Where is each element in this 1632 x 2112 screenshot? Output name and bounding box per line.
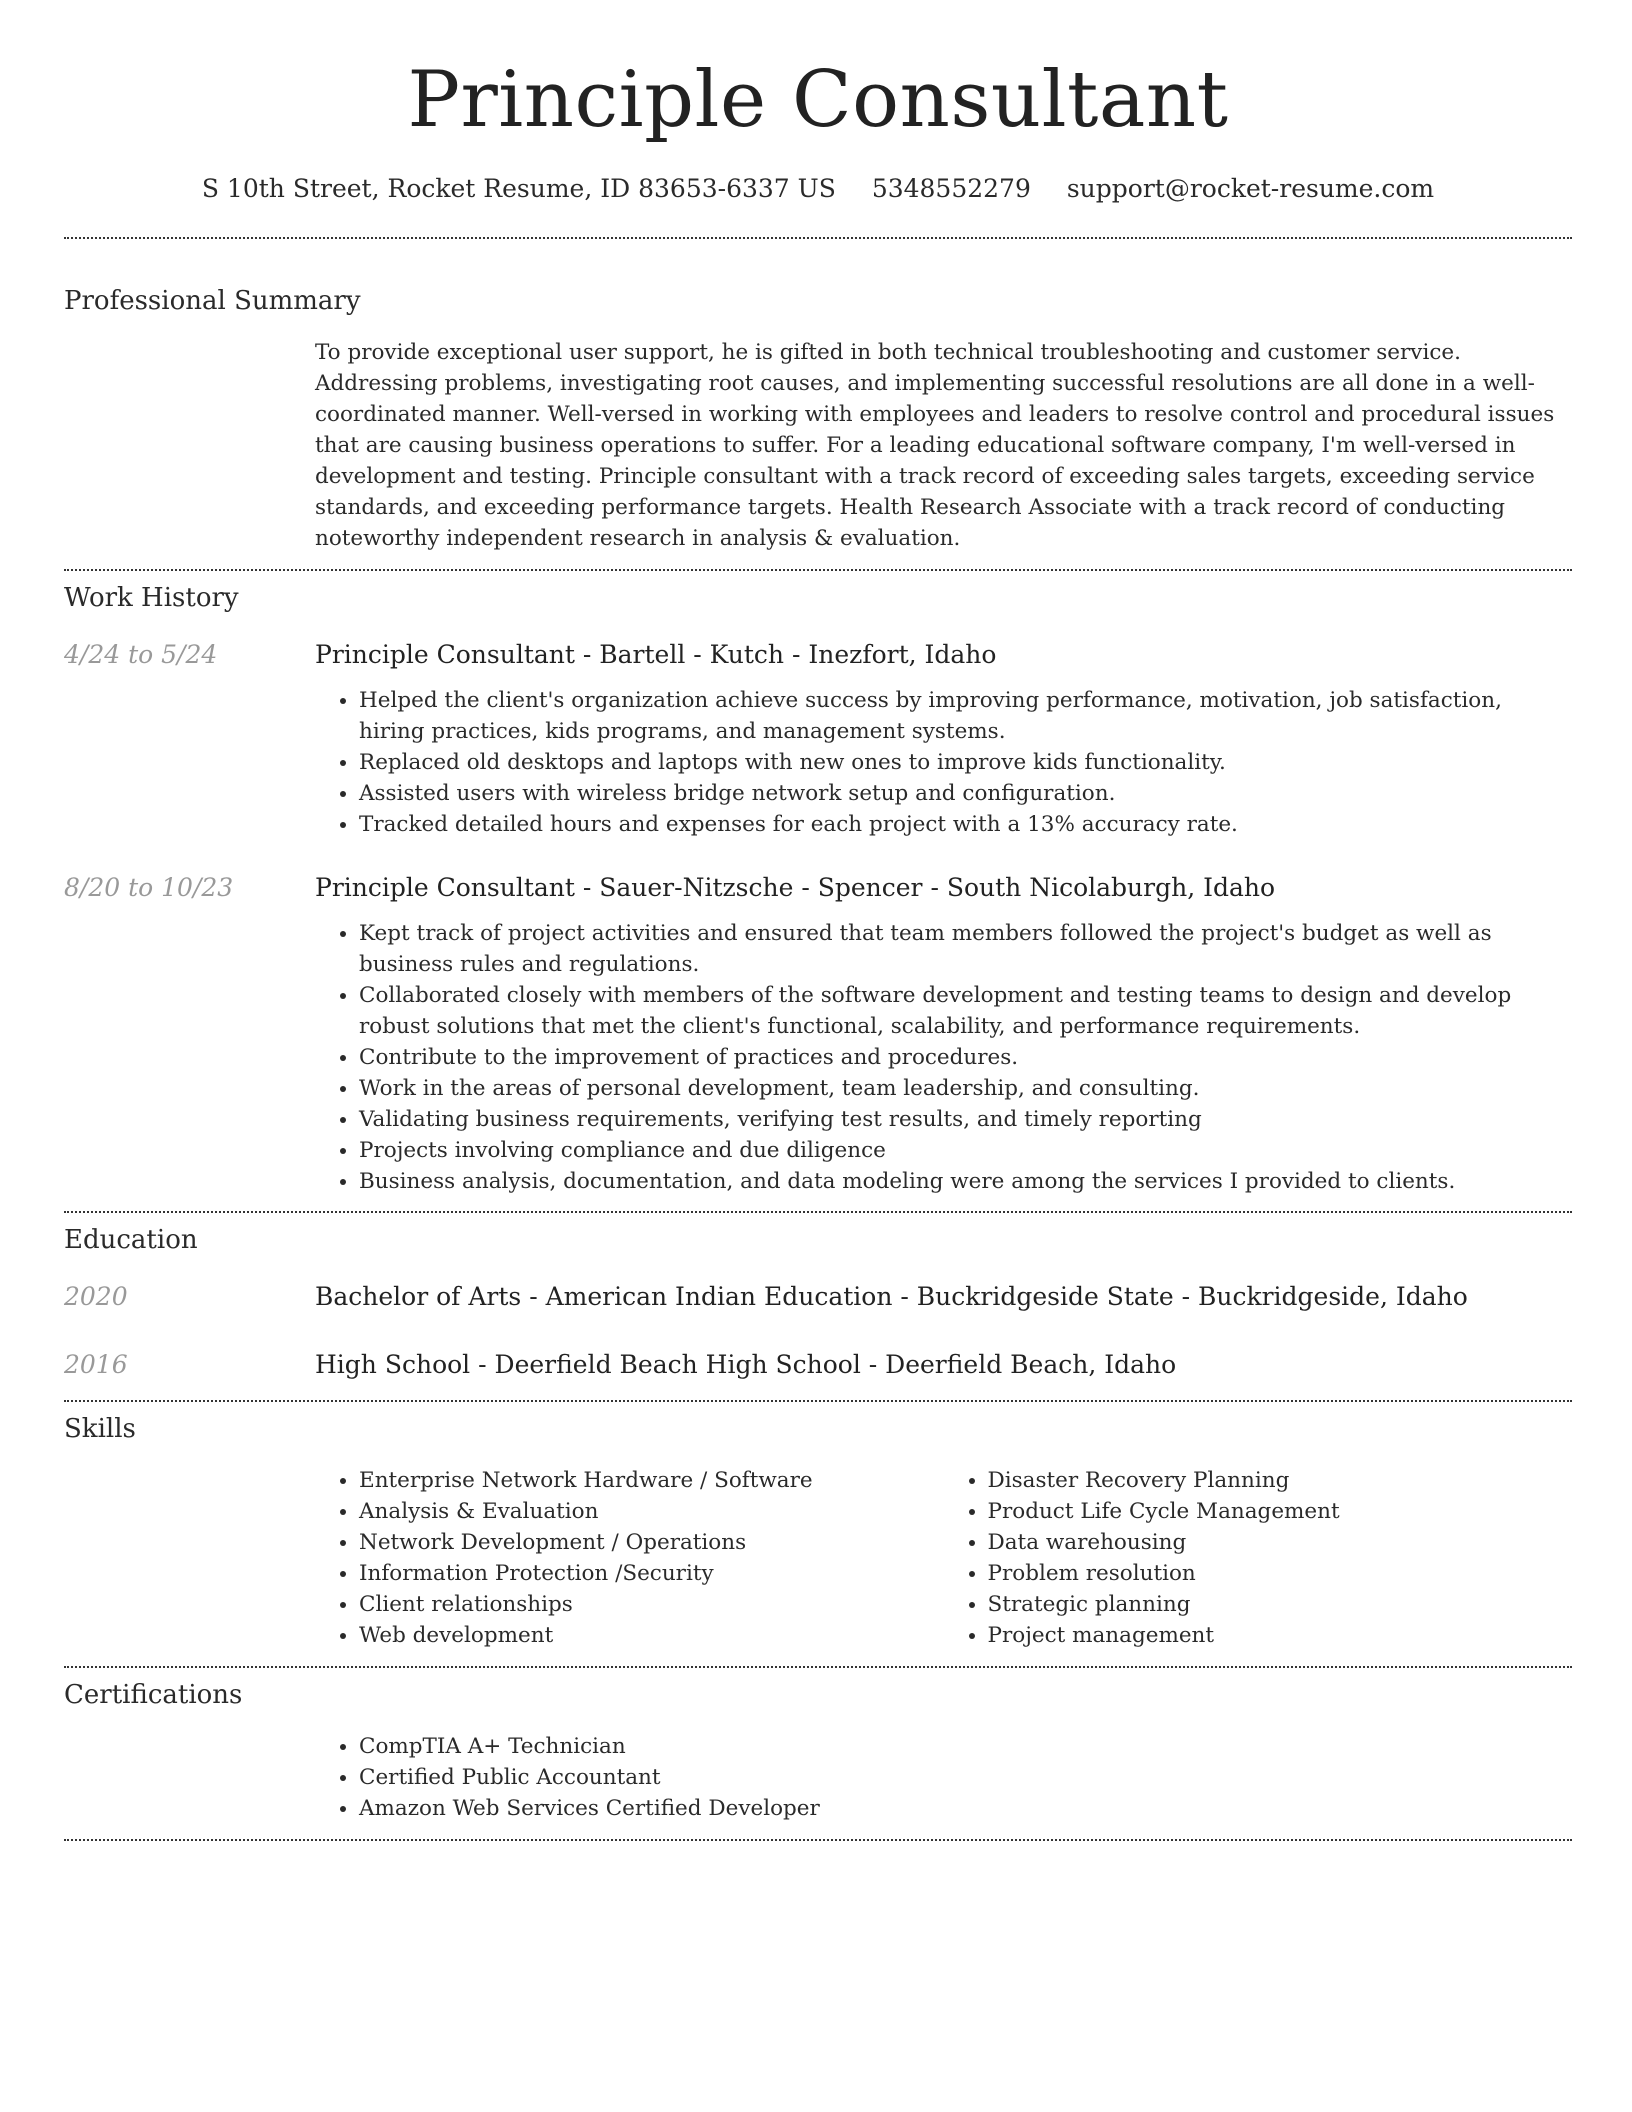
- list-item: • Work in the areas of personal development, team leadership, and consulting.: [359, 1073, 1572, 1104]
- skill-item: • Disaster Recovery Planning: [988, 1465, 1573, 1496]
- contact-email: support@rocket-resume.com: [1066, 174, 1435, 203]
- skill-item: • Web development: [359, 1620, 944, 1651]
- contact-address: S 10th Street, Rocket Resume, ID 83653-6337 US: [201, 174, 836, 203]
- resume-page: [64, 0, 1572, 1841]
- education-degree: High School: [315, 1350, 471, 1379]
- skill-item: • Network Development / Operations: [359, 1527, 944, 1558]
- education-title: [315, 1348, 1572, 1382]
- education-title: [315, 1280, 1572, 1314]
- skills-row: [64, 1465, 1572, 1651]
- list-item: • Assisted users with wireless bridge network setup and configuration.: [359, 778, 1572, 809]
- list-item: • Kept track of project activities and ensured that team members followed the project's budget as well as business rules and regulations.: [359, 918, 1572, 980]
- job-dates: 8/20 to 10/23: [64, 873, 234, 902]
- job-title: Principle Consultant - Sauer-Nitzsche - Spencer - South Nicolaburgh, Idaho: [315, 873, 1276, 902]
- education-year: 2016: [64, 1350, 128, 1379]
- section-title-certifications: Certifications: [64, 1680, 243, 1710]
- job-entry: [64, 638, 1572, 840]
- summary-row: [64, 337, 1572, 554]
- list-item: • Contribute to the improvement of practices and procedures.: [359, 1042, 1572, 1073]
- certification-item: • Amazon Web Services Certified Developer: [359, 1793, 1572, 1824]
- certification-item: • CompTIA A+ Technician: [359, 1731, 1572, 1762]
- resume-name: Principle Consultant: [407, 55, 1229, 145]
- divider: [64, 1666, 1572, 1668]
- skill-item: • Analysis & Evaluation: [359, 1496, 944, 1527]
- education-entry: [64, 1280, 1572, 1314]
- skills-grid: [315, 1465, 1572, 1651]
- job-bullets: [315, 685, 1572, 840]
- certification-item: • Certified Public Accountant: [359, 1762, 1572, 1793]
- divider: [64, 1400, 1572, 1402]
- section-title-work: Work History: [64, 583, 239, 613]
- list-item: • Collaborated closely with members of the software development and testing teams to design and develop robust solutions that met the client's functional, scalability, and performance requirements.: [359, 980, 1572, 1042]
- education-school: - Buckridgeside State - Buckridgeside, Idaho: [892, 1282, 1468, 1311]
- skill-item: • Problem resolution: [988, 1558, 1573, 1589]
- divider: [64, 1839, 1572, 1841]
- skills-list-right: [944, 1465, 1573, 1651]
- skill-item: • Information Protection /Security: [359, 1558, 944, 1589]
- section-title-summary: Professional Summary: [64, 286, 361, 316]
- certifications-list: [315, 1731, 1572, 1824]
- list-item: • Tracked detailed hours and expenses for each project with a 13% accuracy rate.: [359, 809, 1572, 840]
- skill-item: • Project management: [988, 1620, 1573, 1651]
- list-item: • Replaced old desktops and laptops with new ones to improve kids functionality.: [359, 747, 1572, 778]
- list-item: • Business analysis, documentation, and data modeling were among the services I provided to clients.: [359, 1166, 1572, 1197]
- divider: [64, 1211, 1572, 1213]
- education-school: - Deerfield Beach High School - Deerfield Beach, Idaho: [470, 1350, 1177, 1379]
- list-item: • Validating business requirements, verifying test results, and timely reporting: [359, 1104, 1572, 1135]
- education-entry: [64, 1348, 1572, 1382]
- section-title-education: Education: [64, 1225, 198, 1255]
- job-entry: [64, 871, 1572, 1197]
- skill-item: • Enterprise Network Hardware / Software: [359, 1465, 944, 1496]
- skill-item: • Strategic planning: [988, 1589, 1573, 1620]
- skill-item: • Data warehousing: [988, 1527, 1573, 1558]
- certifications-row: [64, 1731, 1572, 1824]
- list-item: • Helped the client's organization achieve success by improving performance, motivation, job satisfaction, hiring practices, kids programs, and management systems.: [359, 685, 1572, 747]
- list-item: • Projects involving compliance and due diligence: [359, 1135, 1572, 1166]
- job-bullets: [315, 918, 1572, 1197]
- contact-phone: 5348552279: [871, 174, 1031, 203]
- summary-text: To provide exceptional user support, he is gifted in both technical troubleshooting and customer service. Addressing problems, investigating root causes, and implementing successful resolutions are all done in a well-coordinated manner. Well-versed in working with employees and leaders to resolve control and procedural issues that are causing business operations to suffer. For a leading educational software company, I'm well-versed in development and testing. Principle consultant with a track record of exceeding sales targets, exceeding service standards, and exceeding performance targets. Health Research Associate with a track record of conducting noteworthy independent research in analysis & evaluation.: [315, 340, 1555, 551]
- education-degree: Bachelor of Arts - American Indian Education: [315, 1282, 893, 1311]
- section-title-skills: Skills: [64, 1414, 136, 1444]
- job-dates: 4/24 to 5/24: [64, 640, 218, 669]
- skill-item: • Client relationships: [359, 1589, 944, 1620]
- education-year: 2020: [64, 1282, 128, 1311]
- skills-list-left: [315, 1465, 944, 1651]
- skill-item: • Product Life Cycle Management: [988, 1496, 1573, 1527]
- divider: [64, 237, 1572, 239]
- job-title: Principle Consultant - Bartell - Kutch - Inezfort, Idaho: [315, 640, 997, 669]
- divider: [64, 569, 1572, 571]
- contact-line: [64, 172, 1572, 206]
